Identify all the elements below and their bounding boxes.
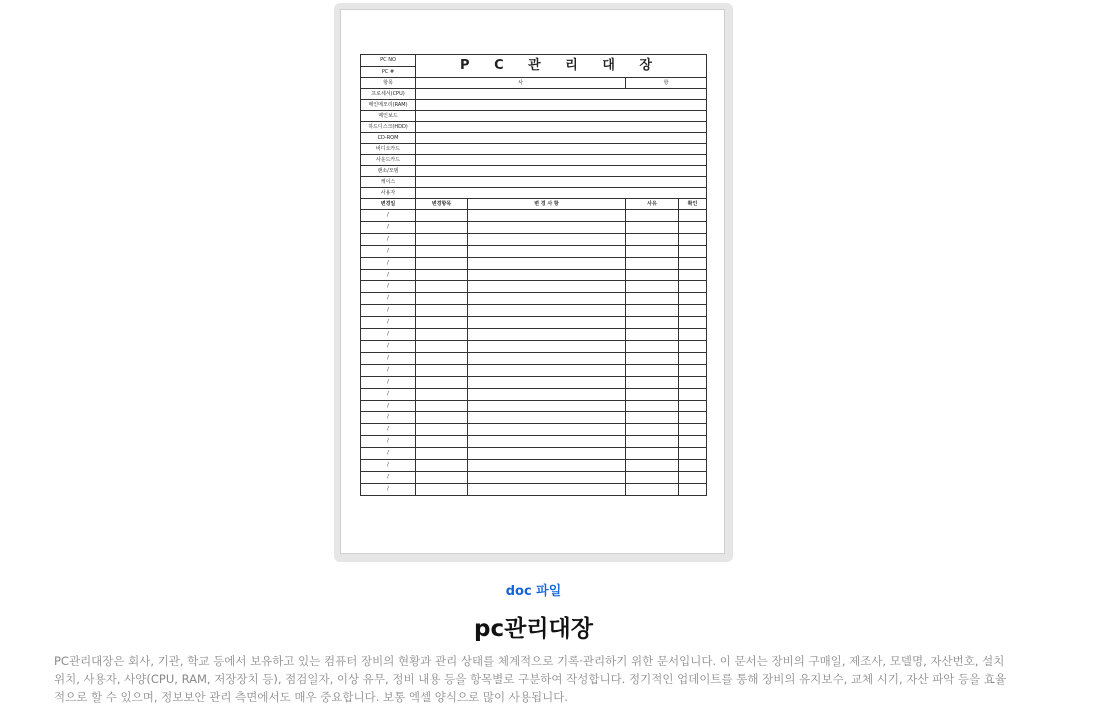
history-header-reason: 사유 (626, 199, 679, 210)
history-cell (416, 436, 468, 448)
history-cell (468, 245, 626, 257)
history-cell (468, 293, 626, 305)
history-cell (416, 257, 468, 269)
history-cell (626, 448, 679, 460)
ledger-table (360, 54, 707, 496)
history-cell (679, 448, 707, 460)
history-cell (468, 210, 626, 222)
history-cell (626, 317, 679, 329)
history-cell (416, 340, 468, 352)
history-row (361, 412, 707, 424)
history-cell (679, 424, 707, 436)
history-row (361, 245, 707, 257)
history-date-cell: / (361, 448, 416, 460)
history-cell (468, 257, 626, 269)
spec-row-label: 랜소/모뎀 (361, 166, 416, 177)
spec-row-label: 메인보드 (361, 111, 416, 122)
history-cell (626, 471, 679, 483)
spec-row-label: 하드디스크(HDD) (361, 122, 416, 133)
history-row (361, 221, 707, 233)
history-cell (626, 400, 679, 412)
document-description: PC관리대장은 회사, 기관, 학교 등에서 보유하고 있는 컴퓨터 장비의 현황과 관리 상태를 체계적으로 기록·관리하기 위한 문서입니다. 이 문서는 장비의 구매일, 제조사, 모델명, 자산번호, 설치 위치, 사용자, 사양(CPU, RAM, 저장장치 등), 점검일자, 이상 유무, 정비 내용 등을 항목별로 구분하여 작성합니다. 정기적인 업데이트를 통해 장비의 유지보수, 교체 시기, 자산 파악 등을 효율적으로 할 수 있으며, 정보보안 관리 측면에서도 매우 중요합니다. 보통 엑셀 양식으로 많이 사용됩니다. (54, 654, 1007, 704)
history-row (361, 269, 707, 281)
spec-row-value (416, 89, 707, 100)
spec-row-label: 케이스 (361, 177, 416, 188)
history-date-cell: / (361, 352, 416, 364)
history-row (361, 352, 707, 364)
history-cell (416, 483, 468, 495)
spec-row-label: 메인메모리(RAM) (361, 100, 416, 111)
history-cell (468, 329, 626, 341)
ledger-form (360, 54, 706, 496)
history-cell (468, 412, 626, 424)
history-row (361, 376, 707, 388)
history-cell (468, 233, 626, 245)
history-cell (416, 412, 468, 424)
spec-row-value (416, 155, 707, 166)
history-date-cell: / (361, 471, 416, 483)
history-cell (468, 448, 626, 460)
history-date-cell: / (361, 221, 416, 233)
history-header-date: 변경일 (361, 199, 416, 210)
history-cell (626, 269, 679, 281)
history-date-cell: / (361, 412, 416, 424)
history-cell (468, 352, 626, 364)
history-cell (626, 376, 679, 388)
history-row (361, 436, 707, 448)
history-cell (626, 305, 679, 317)
history-cell (626, 245, 679, 257)
history-cell (416, 210, 468, 222)
history-date-cell: / (361, 483, 416, 495)
history-cell (626, 460, 679, 472)
history-cell (416, 245, 468, 257)
spec-row-label: 사운드카드 (361, 155, 416, 166)
history-row (361, 257, 707, 269)
history-cell (679, 471, 707, 483)
history-cell (468, 376, 626, 388)
history-cell (679, 388, 707, 400)
history-cell (416, 364, 468, 376)
document-preview-frame[interactable] (334, 3, 733, 562)
spec-row-value (416, 100, 707, 111)
history-cell (679, 210, 707, 222)
history-cell (626, 424, 679, 436)
spec-row-value (416, 133, 707, 144)
history-row (361, 471, 707, 483)
history-cell (626, 388, 679, 400)
history-cell (416, 400, 468, 412)
history-row (361, 364, 707, 376)
history-cell (416, 317, 468, 329)
history-date-cell: / (361, 257, 416, 269)
history-cell (626, 257, 679, 269)
history-date-cell: / (361, 460, 416, 472)
history-date-cell: / (361, 340, 416, 352)
history-cell (679, 340, 707, 352)
spec-heading-col2: 항 (626, 78, 707, 89)
history-row (361, 210, 707, 222)
spec-row-value (416, 166, 707, 177)
history-cell (416, 269, 468, 281)
history-cell (468, 340, 626, 352)
history-cell (468, 400, 626, 412)
history-cell (626, 436, 679, 448)
history-cell (468, 436, 626, 448)
history-date-cell: / (361, 424, 416, 436)
history-row (361, 448, 707, 460)
history-cell (626, 483, 679, 495)
spec-heading-label: 항목 (361, 78, 416, 89)
document-title: pc관리대장 (474, 616, 593, 642)
spec-row-label: 사용자 (361, 188, 416, 199)
history-cell (416, 221, 468, 233)
history-cell (679, 483, 707, 495)
document-sheet (340, 9, 725, 554)
history-cell (468, 364, 626, 376)
spec-row-value (416, 144, 707, 155)
spec-row-value (416, 111, 707, 122)
history-cell (626, 221, 679, 233)
history-cell (626, 210, 679, 222)
history-date-cell: / (361, 376, 416, 388)
history-cell (679, 281, 707, 293)
history-date-cell: / (361, 293, 416, 305)
form-title: P C 관 리 대 장 (416, 55, 707, 78)
spec-row-label: 프로세서(CPU) (361, 89, 416, 100)
history-cell (679, 376, 707, 388)
history-cell (468, 388, 626, 400)
history-cell (468, 317, 626, 329)
spec-row-label: 비디오카드 (361, 144, 416, 155)
history-header-item: 변경항목 (416, 199, 468, 210)
history-cell (679, 293, 707, 305)
history-cell (468, 221, 626, 233)
history-cell (468, 483, 626, 495)
ledger-table-body (361, 55, 707, 496)
history-cell (416, 471, 468, 483)
history-cell (416, 305, 468, 317)
history-row (361, 483, 707, 495)
spec-heading-col1: 사 (416, 78, 626, 89)
history-cell (416, 376, 468, 388)
history-cell (416, 460, 468, 472)
history-cell (626, 352, 679, 364)
history-cell (679, 221, 707, 233)
history-cell (416, 352, 468, 364)
pc-no-label: PC NO (361, 55, 416, 67)
history-cell (626, 233, 679, 245)
history-date-cell: / (361, 388, 416, 400)
history-cell (416, 281, 468, 293)
history-row (361, 424, 707, 436)
history-date-cell: / (361, 317, 416, 329)
history-row (361, 293, 707, 305)
history-cell (679, 352, 707, 364)
history-date-cell: / (361, 233, 416, 245)
history-cell (626, 329, 679, 341)
history-cell (626, 281, 679, 293)
history-cell (416, 293, 468, 305)
history-cell (679, 412, 707, 424)
history-cell (416, 424, 468, 436)
spec-row-value (416, 188, 707, 199)
spec-row-value (416, 177, 707, 188)
history-row (361, 388, 707, 400)
history-cell (468, 424, 626, 436)
history-cell (468, 281, 626, 293)
history-cell (626, 364, 679, 376)
history-date-cell: / (361, 305, 416, 317)
history-header-confirm: 확인 (679, 199, 707, 210)
history-cell (679, 460, 707, 472)
history-cell (679, 257, 707, 269)
history-row (361, 305, 707, 317)
history-date-cell: / (361, 329, 416, 341)
history-date-cell: / (361, 364, 416, 376)
history-cell (626, 293, 679, 305)
history-cell (416, 448, 468, 460)
file-type-link[interactable]: doc 파일 (505, 584, 562, 599)
history-cell (679, 400, 707, 412)
history-cell (416, 233, 468, 245)
history-cell (468, 269, 626, 281)
history-cell (468, 471, 626, 483)
history-cell (679, 245, 707, 257)
history-row (361, 281, 707, 293)
history-cell (468, 460, 626, 472)
history-cell (679, 233, 707, 245)
history-cell (679, 305, 707, 317)
history-date-cell: / (361, 436, 416, 448)
history-row (361, 340, 707, 352)
pc-number-label: PC # (361, 66, 416, 78)
history-date-cell: / (361, 281, 416, 293)
history-date-cell: / (361, 269, 416, 281)
history-header-change: 변 경 사 항 (468, 199, 626, 210)
history-cell (679, 364, 707, 376)
history-date-cell: / (361, 210, 416, 222)
history-row (361, 329, 707, 341)
history-row (361, 233, 707, 245)
spec-row-label: CD-ROM (361, 133, 416, 144)
history-cell (679, 317, 707, 329)
history-date-cell: / (361, 245, 416, 257)
history-cell (679, 436, 707, 448)
history-cell (679, 269, 707, 281)
history-row (361, 460, 707, 472)
history-cell (626, 412, 679, 424)
history-date-cell: / (361, 400, 416, 412)
history-row (361, 400, 707, 412)
history-cell (416, 388, 468, 400)
history-cell (679, 329, 707, 341)
spec-row-value (416, 122, 707, 133)
history-row (361, 317, 707, 329)
history-cell (416, 329, 468, 341)
history-cell (626, 340, 679, 352)
history-cell (468, 305, 626, 317)
